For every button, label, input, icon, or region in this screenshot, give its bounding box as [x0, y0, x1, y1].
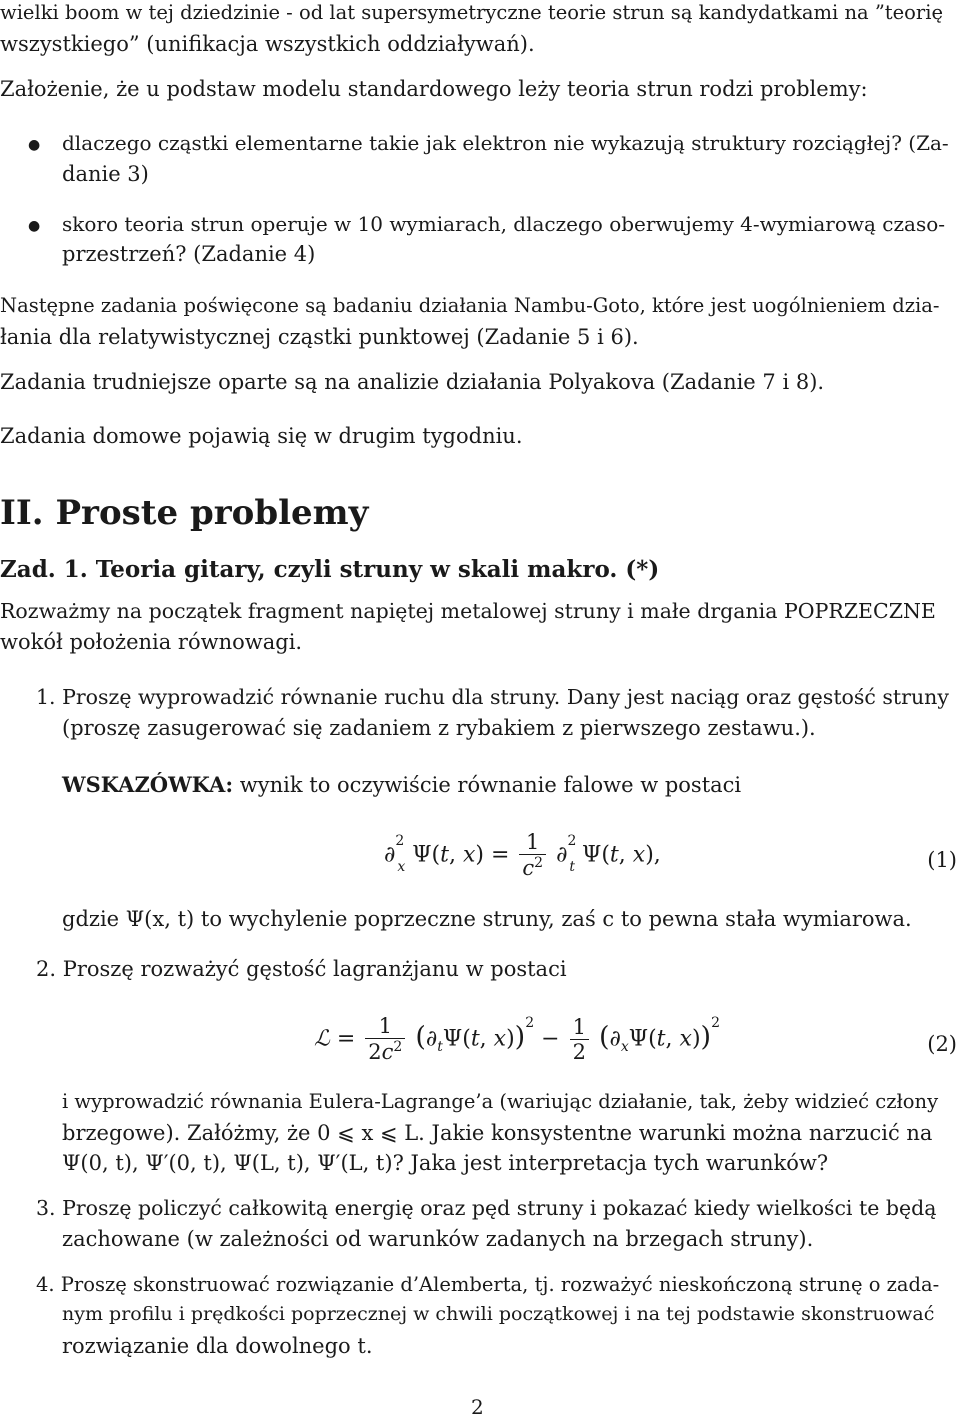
hint-label: WSKAZÓWKA:: [62, 772, 234, 797]
hint-line: [62, 773, 741, 797]
bullet-icon: ●: [28, 218, 41, 234]
item-1-line-1: 1. Proszę wyprowadzić równanie ruchu dla struny. Dany jest naciąg oraz gęstość struny: [36, 685, 949, 709]
para-2: Zadania trudniejsze oparte są na analizie działania Polyakova (Zadanie 7 i 8).: [0, 370, 825, 394]
bullet-1-line-2: danie 3): [62, 162, 149, 186]
item-3-line-2: zachowane (w zależności od warunków zadanych na brzegach struny).: [62, 1227, 814, 1251]
bullet-2-line-2: przestrzeń? (Zadanie 4): [62, 242, 316, 266]
item-2-after-line-1: i wyprowadzić równania Eulera-Lagrange’a (wariując działanie, tak, żeby widzieć człony: [62, 1090, 939, 1113]
task-intro-line-2: wokół położenia równowagi.: [0, 630, 303, 654]
equation-1: ∂$^2_x$ Ψ(t, x) = $\frac{1}{c^2}$ ∂$^2_t$ Ψ(t, x),: [384, 830, 661, 881]
equation-1-where: gdzie Ψ(x, t) to wychylenie poprzeczne struny, zaś c to pewna stała wymiarowa.: [62, 907, 912, 931]
para-1-line-1: Następne zadania poświęcone są badaniu działania Nambu-Goto, które jest uogólnieniem dzia-: [0, 294, 940, 317]
intro-line-1: wielki boom w tej dziedzinie - od lat supersymetryczne teorie strun są kandydatkami na ”teorię: [0, 1, 944, 24]
equation-1-number: (1): [927, 848, 957, 872]
equation-2-number: (2): [927, 1032, 957, 1056]
para-3: Zadania domowe pojawią się w drugim tygodniu.: [0, 424, 523, 448]
intro-line-3: Założenie, że u podstaw modelu standardowego leży teoria strun rodzi problemy:: [0, 77, 868, 101]
task-title: Zad. 1. Teoria gitary, czyli struny w skali makro. (*): [0, 556, 660, 583]
para-1-line-2: łania dla relatywistycznej cząstki punktowej (Zadanie 5 i 6).: [0, 325, 639, 349]
item-2-after-line-3: Ψ(0, t), Ψ′(0, t), Ψ(L, t), Ψ′(L, t)? Jaka jest interpretacja tych warunków?: [62, 1151, 829, 1175]
section-title: II. Proste problemy: [0, 493, 369, 533]
intro-line-2: wszystkiego” (unifikacja wszystkich oddziaływań).: [0, 32, 535, 56]
item-4-line-2: nym profilu i prędkości poprzecznej w chwili początkowej i na tej podstawie skonstruować: [62, 1303, 935, 1325]
equation-2-fraction-2: $\frac{1}{2}$: [570, 1015, 589, 1065]
item-4-line-3: rozwiązanie dla dowolnego t.: [62, 1334, 373, 1358]
equation-2-fraction-1: $\frac{1}{2c^2}$: [365, 1014, 405, 1065]
page-number: 2: [471, 1395, 484, 1419]
equation-2: ℒ = $\frac{1}{2c^2}$ ($\partial_t\Psi(t$, x))$^2$ − $\frac{1}{2}$ ($\partial_x\Psi(t$, x))$^2$: [314, 1014, 720, 1065]
item-1-line-2: (proszę zasugerować się zadaniem z rybakiem z pierwszego zestawu.).: [62, 716, 816, 740]
item-3-line-1: 3. Proszę policzyć całkowitą energię oraz pęd struny i pokazać kiedy wielkości te będą: [36, 1196, 937, 1220]
hint-text: wynik to oczywiście równanie falowe w postaci: [239, 773, 742, 797]
item-2-line-1: 2. Proszę rozważyć gęstość lagranżjanu w postaci: [36, 957, 567, 981]
bullet-icon: ●: [28, 137, 41, 153]
item-2-after-line-2: brzegowe). Załóżmy, że 0 ⩽ x ⩽ L. Jakie konsystentne warunki można narzucić na: [62, 1121, 933, 1145]
bullet-2-line-1: skoro teoria strun operuje w 10 wymiarach, dlaczego oberwujemy 4-wymiarową czaso-: [62, 212, 946, 236]
task-intro-line-1: Rozważmy na początek fragment napiętej metalowej struny i małe drgania POPRZECZNE: [0, 599, 936, 623]
item-4-line-1: 4. Proszę skonstruować rozwiązanie d’Alemberta, tj. rozważyć nieskończoną strunę o zada-: [36, 1273, 940, 1296]
equation-1-fraction: $\frac{1}{c^2}$: [519, 830, 546, 881]
bullet-1-line-1: dlaczego cząstki elementarne takie jak elektron nie wykazują struktury rozciągłej? (Za-: [62, 131, 949, 155]
